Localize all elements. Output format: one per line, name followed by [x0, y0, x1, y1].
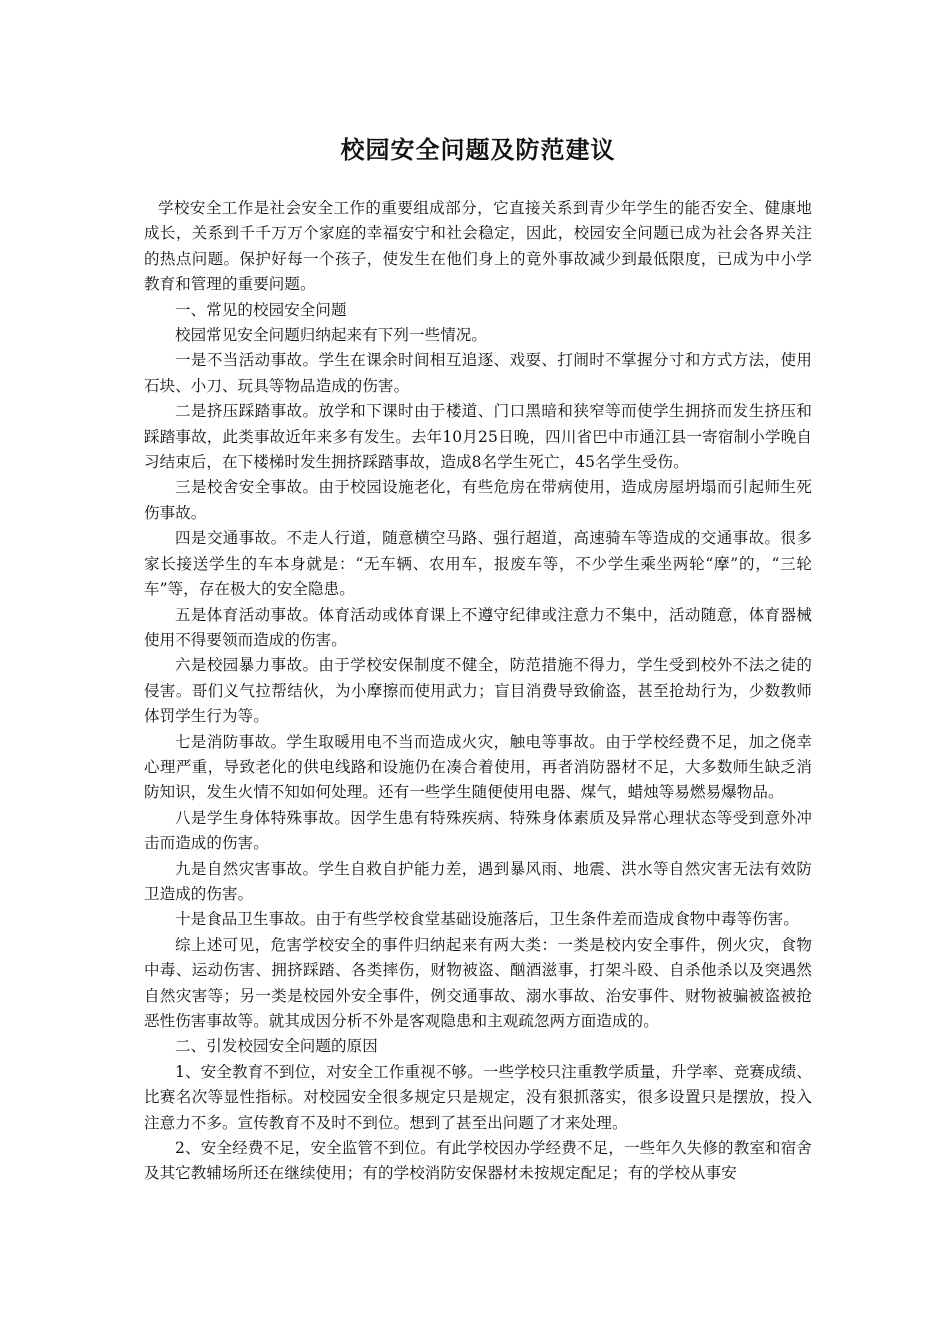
document-body [144, 196, 812, 1187]
paragraph: 七是消防事故。学生取暖用电不当而造成火灾，触电等事故。由于学校经费不足，加之侥幸心理严重，导致老化的供电线路和设施仍在凑合着使用，再者消防器材不足，大多数师生缺乏消防知识，发生火情不知如何处理。还有一些学生随便使用电器、煤气，蜡烛等易燃易爆物品。 [144, 732, 812, 802]
section-heading-1: 一、常见的校园安全问题 [175, 300, 347, 319]
paragraph: 十是食品卫生事故。由于有些学校食堂基础设施落后，卫生条件差而造成食物中毒等伤害。 [175, 910, 800, 929]
paragraph: 综上述可见，危害学校安全的事件归纳起来有两大类：一类是校内安全事件，例火灾，食物中毒、运动伤害、拥挤踩踏、各类摔伤，财物被盗、酗酒滋事，打架斗殴、自杀他杀以及突遇然自然灾害等；另一类是校园外安全事件，例交通事故、溺水事故、治安事件、财物被骗被盗被抢恶性伤害事故等。就其成因分析不外是客观隐患和主观疏忽两方面造成的。 [144, 935, 812, 1030]
paragraph: 一是不当活动事故。学生在课余时间相互追逐、戏耍、打闹时不掌握分寸和方式方法，使用石块、小刀、玩具等物品造成的伤害。 [144, 351, 812, 395]
paragraph: 三是校舍安全事故。由于校园设施老化，有些危房在带病使用，造成房屋坍塌而引起师生死伤事故。 [144, 478, 812, 522]
paragraph: 二是挤压踩踏事故。放学和下课时由于楼道、门口黑暗和狭窄等而使学生拥挤而发生挤压和踩踏事故，此类事故近年来多有发生。去年10月25日晚，四川省巴中市通江县一寄宿制小学晚自习结束后，在下楼梯时发生拥挤踩踏事故，造成8名学生死亡，45名学生受伤。 [144, 402, 812, 472]
paragraph: 校园常见安全问题归纳起来有下列一些情况。 [175, 326, 488, 345]
paragraph: 五是体育活动事故。体育活动或体育课上不遵守纪律或注意力不集中，活动随意，体育器械使用不得要领而造成的伤害。 [144, 605, 812, 649]
document-title: 校园安全问题及防范建议 [340, 136, 616, 164]
document-page [144, 128, 812, 1187]
paragraph: 六是校园暴力事故。由于学校安保制度不健全，防范措施不得力，学生受到校外不法之徒的侵害。哥们义气拉帮结伙，为小摩擦而使用武力；盲目消费导致偷盗，甚至抢劫行为，少数教师体罚学生行为等。 [144, 656, 812, 726]
paragraph: 1、安全教育不到位，对安全工作重视不够。一些学校只注重教学质量，升学率、竞赛成绩、比赛名次等显性指标。对校园安全很多规定只是规定，没有狠抓落实，很多设置只是摆放，投入注意力不多。宣传教育不及时不到位。想到了甚至出问题了才来处理。 [144, 1062, 812, 1132]
paragraph: 九是自然灾害事故。学生自救自护能力差，遇到暴风雨、地震、洪水等自然灾害无法有效防卫造成的伤害。 [144, 859, 812, 903]
paragraph: 四是交通事故。不走人行道，随意横空马路、强行超道，高速骑车等造成的交通事故。很多家长接送学生的车本身就是：“无车辆、农用车，报废车等，不少学生乘坐两轮“摩”的，“三轮车”等，存在极大的安全隐患。 [144, 529, 812, 599]
paragraph: 八是学生身体特殊事故。因学生患有特殊疾病、特殊身体素质及异常心理状态等受到意外冲击而造成的伤害。 [144, 808, 812, 853]
intro-paragraph: 学校安全工作是社会安全工作的重要组成部分，它直接关系到青少年学生的能否安全、健康地成长，关系到千千万万个家庭的幸福安宁和社会稳定，因此，校园安全问题已成为社会各界关注的热点问题。保护好每一个孩子，使发生在他们身上的竟外事故减少到最低限度，已成为中小学教育和管理的重要问题。 [144, 199, 812, 294]
paragraph: 2、安全经费不足，安全监管不到位。有此学校因办学经费不足，一些年久失修的教室和宿舍及其它教辅场所还在继续使用；有的学校消防安保器材未按规定配足；有的学校从事安 [144, 1139, 812, 1183]
section-heading-2: 二、引发校园安全问题的原因 [175, 1037, 378, 1056]
